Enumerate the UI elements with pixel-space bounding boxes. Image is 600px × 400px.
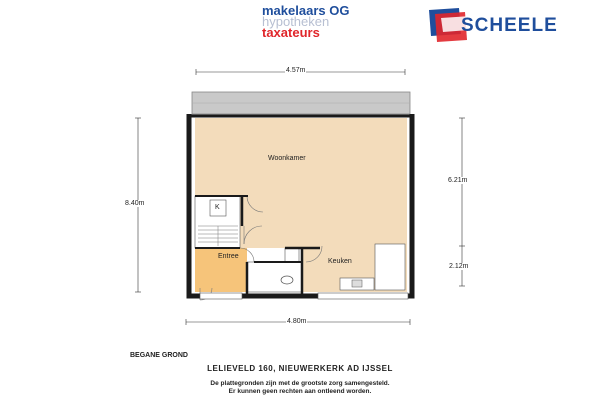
dim-left-depth: 8.40m bbox=[125, 200, 145, 207]
dim-bottom-width: 4.80m bbox=[287, 318, 307, 325]
sink-icon bbox=[352, 280, 362, 287]
logo-wordmark: SCHEELE bbox=[461, 15, 558, 36]
room-label-living: Woonkamer bbox=[268, 155, 306, 162]
brand-line-hypotheken: hypotheken bbox=[262, 14, 330, 29]
disclaimer-line-1: De plattegronden zijn met de grootste zorg samengesteld. bbox=[210, 380, 390, 387]
kitchen-counter bbox=[375, 244, 405, 290]
disclaimer-line-2: Er kunnen geen rechten aan ontleend worden. bbox=[228, 388, 372, 395]
room-label-storage: K bbox=[215, 204, 220, 211]
brand-line-taxateurs: taxateurs bbox=[262, 25, 320, 40]
toilet-icon bbox=[281, 276, 293, 284]
dim-right-upper: 6.21m bbox=[448, 177, 468, 184]
dim-top-width: 4.57m bbox=[286, 67, 306, 74]
toilet-room bbox=[247, 262, 302, 292]
room-label-entrance: Entree bbox=[218, 253, 239, 260]
dim-right-lower: 2.12m bbox=[449, 263, 469, 270]
brand-line-makelaars: makelaars OG bbox=[262, 3, 350, 18]
room-label-kitchen: Keuken bbox=[328, 258, 352, 265]
property-address: LELIEVELD 160, NIEUWERKERK AD IJSSEL bbox=[207, 364, 393, 373]
floor-name: BEGANE GROND bbox=[130, 352, 188, 359]
